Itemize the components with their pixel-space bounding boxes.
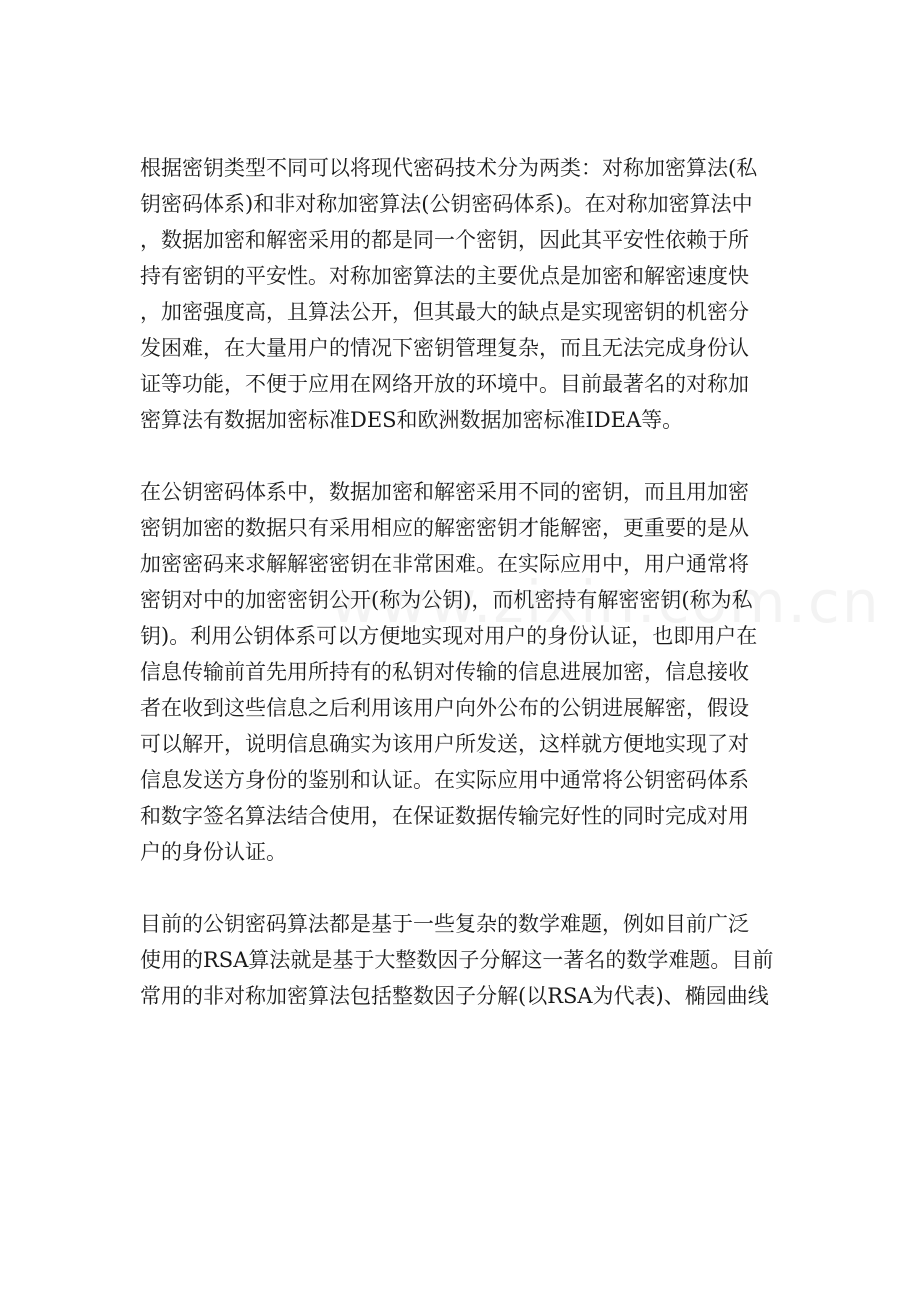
text-line: 和数字签名算法结合使用，在保证数据传输完好性的同时完成对用 — [140, 804, 749, 828]
text-line: 钥密码体系)和非对称加密算法(公钥密码体系)。在对称加密算法中 — [140, 192, 753, 216]
text-line: 使用的RSA算法就是基于大整数因子分解这一著名的数学难题。目前 — [140, 948, 774, 972]
text-line: 持有密钥的平安性。对称加密算法的主要优点是加密和解密速度快 — [140, 264, 749, 288]
text-line: 目前的公钥密码算法都是基于一些复杂的数学难题，例如目前广泛 — [140, 912, 749, 936]
text-line: ，数据加密和解密采用的都是同一个密钥，因此其平安性依赖于所 — [140, 228, 749, 252]
text-line: 加密密码来求解解密密钥在非常困难。在实际应用中，用户通常将 — [140, 552, 749, 576]
document-body — [140, 150, 780, 1014]
text-line: 密算法有数据加密标准DES和欧洲数据加密标准IDEA等。 — [140, 408, 684, 432]
text-line: ，加密强度高，且算法公开，但其最大的缺点是实现密钥的机密分 — [140, 300, 749, 324]
text-line: 常用的非对称加密算法包括整数因子分解(以RSA为代表)、椭园曲线 — [140, 984, 769, 1008]
text-line: 证等功能，不便于应用在网络开放的环境中。目前最著名的对称加 — [140, 372, 749, 396]
paragraph-symmetric-encryption — [140, 150, 780, 438]
text-line: 在公钥密码体系中，数据加密和解密采用不同的密钥，而且用加密 — [140, 480, 749, 504]
text-line: 信息传输前首先用所持有的私钥对传输的信息进展加密，信息接收 — [140, 660, 749, 684]
text-line: 可以解开，说明信息确实为该用户所发送，这样就方便地实现了对 — [140, 732, 749, 756]
text-line: 根据密钥类型不同可以将现代密码技术分为两类：对称加密算法(私 — [140, 156, 758, 180]
text-line: 户的身份认证。 — [140, 840, 287, 864]
text-line: 钥)。利用公钥体系可以方便地实现对用户的身份认证，也即用户在 — [140, 624, 758, 648]
text-line: 信息发送方身份的鉴别和认证。在实际应用中通常将公钥密码体系 — [140, 768, 749, 792]
paragraph-public-key-system — [140, 474, 780, 870]
text-line: 发困难，在大量用户的情况下密钥管理复杂，而且无法完成身份认 — [140, 336, 749, 360]
text-line: 密钥对中的加密密钥公开(称为公钥)，而机密持有解密密钥(称为私 — [140, 588, 753, 612]
paragraph-public-key-algorithms — [140, 906, 780, 1014]
text-line: 密钥加密的数据只有采用相应的解密密钥才能解密，更重要的是从 — [140, 516, 749, 540]
text-line: 者在收到这些信息之后利用该用户向外公布的公钥进展解密，假设 — [140, 696, 749, 720]
